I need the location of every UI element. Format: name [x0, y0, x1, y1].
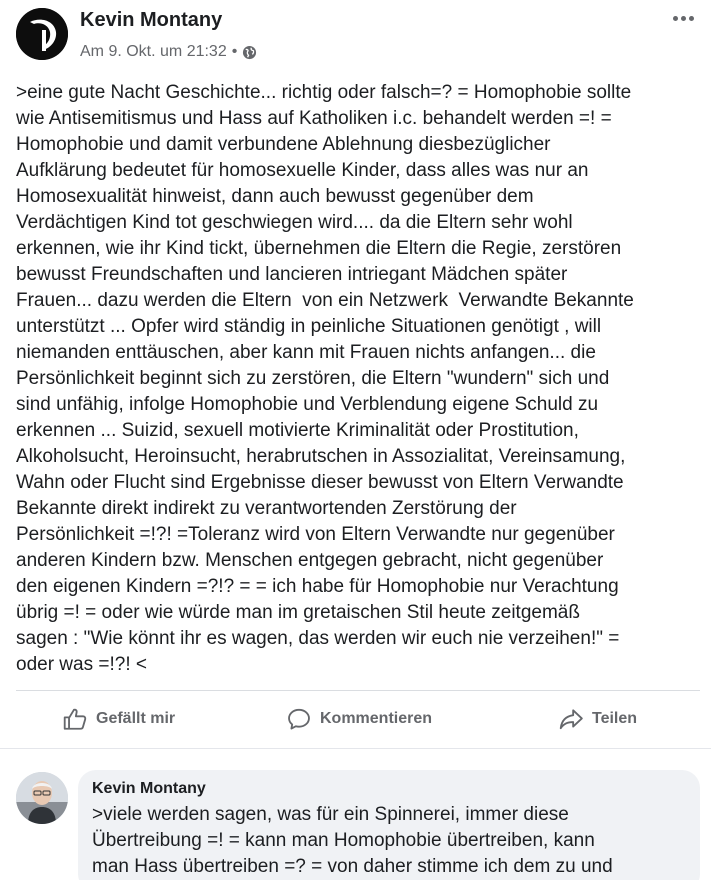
post-author-name[interactable]: Kevin Montany: [80, 9, 223, 31]
post-actions-bar: [0, 700, 711, 742]
author-avatar[interactable]: [16, 8, 68, 60]
post-body-text: >eine gute Nacht Geschichte... richtig oder falsch=? = Homophobie sollte wie Antisemitismus und Hass auf Katholiken i.c. behandelt werden =! = Homophobie und damit verbundene Ablehnung diesbezüglicher Aufklärung bedeutet für homosexuelle Kinder, dass alles was nur an Homosexualität hinweist, dann auch bewusst gegenüber dem Verdächtigen Kind tot geschwiegen wird.... da die Eltern sehr wohl erkennen, wie ihr Kind tickt, übernehmen die Eltern die Regie, zerstören bewusst Freundschaften und lancieren intriegant Mädchen später Frauen... dazu werden die Eltern von ein Netzwerk Verwandte Bekannte unterstützt ... Opfer wird ständig in peinliche Situationen genötigt , will niemanden enttäuschen, aber kann mit Frauen nichts anfangen... die Persönlichkeit beginnt sich zu zerstören, die Eltern "wundern" sich und sind unfähig, infolge Homophobie und Verblendung eigene Schuld zu erkennen ... Suizid, sexuell motivierte Kriminalität oder Prostitution, Alkoholsucht, Heroinsucht, herabrutschen in Assozialitat, Vereinsamung, Wahn oder Flucht sind Ergebnisse dieser bewusst von Eltern Verwandte Bekannte direkt indirekt zu verantwortenden Zerstörung der Persönlichkeit =!?! =Toleranz wird von Eltern Verwandte nur gegenüber anderen Kindern bzw. Menschen entgegen gebracht, nicht gegenüber den eigenen Kindern =?!? = = ich habe für Homophobie nur Verachtung übrig =! = oder wie würde man im gretaischen Stil heute zeitgemäß sagen : "Wie könnt ihr es wagen, das werden wir euch nie verzeihen!" = oder was =!?! <: [16, 82, 634, 675]
comment-button[interactable]: [286, 706, 432, 732]
more-dot: [689, 16, 694, 21]
comment-author-name[interactable]: Kevin Montany: [92, 780, 206, 797]
post-timestamp[interactable]: Am 9. Okt. um 21:32: [80, 43, 227, 60]
author-logo-icon: [16, 8, 68, 60]
meta-separator: •: [231, 43, 238, 60]
comment-text: >viele werden sagen, was für ein Spinnerei, immer diese Übertreibung =! = kann man Homophobie übertreiben, kann man Hass übertreiben =? = von daher stimme ich dem zu und: [92, 804, 613, 877]
commenter-photo-icon: [16, 772, 68, 824]
actions-divider: [16, 690, 700, 691]
post-header: [16, 8, 696, 60]
like-button[interactable]: [62, 706, 175, 732]
more-dot: [673, 16, 678, 21]
comment-bubble: [78, 770, 700, 880]
thumbs-up-icon: [62, 706, 88, 732]
share-button[interactable]: [558, 706, 637, 732]
comments-divider: [0, 748, 711, 749]
more-options-button[interactable]: [668, 8, 698, 28]
like-label: Gefällt mir: [96, 710, 176, 727]
share-arrow-icon: [558, 706, 584, 732]
share-label: Teilen: [592, 710, 638, 727]
comment-bubble-icon: [286, 706, 312, 732]
globe-icon[interactable]: [242, 45, 257, 60]
commenter-avatar[interactable]: [16, 772, 68, 824]
more-dot: [681, 16, 686, 21]
comment-label: Kommentieren: [320, 710, 433, 727]
post-meta: [80, 43, 257, 61]
